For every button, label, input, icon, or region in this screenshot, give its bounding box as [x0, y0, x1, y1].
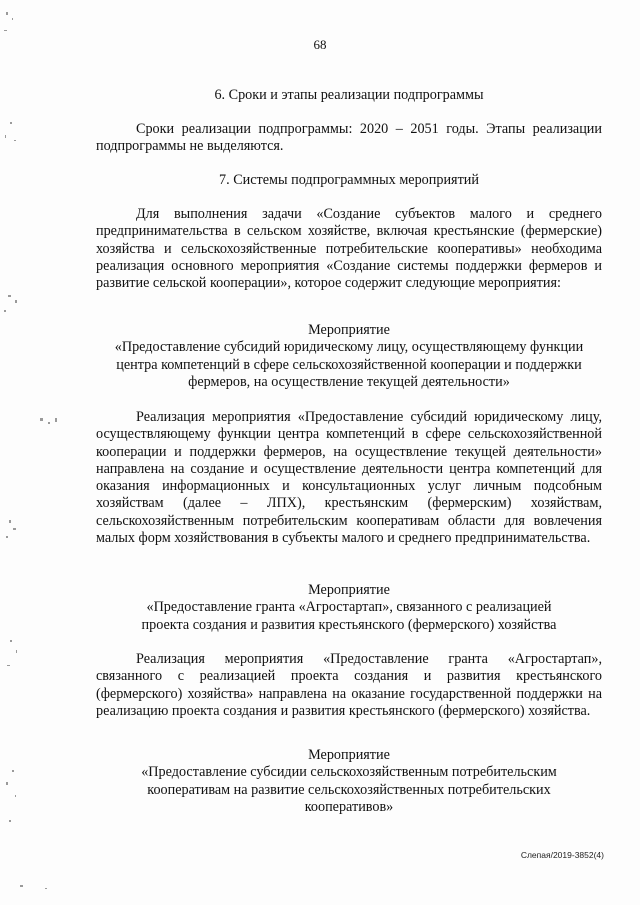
measure-1-title: «Предоставление субсидий юридическому лицу, осуществляющему функции центра компетенций в сфере сельскохозяйственной кооперации и поддержки фермеров, на осуществление текущей деятельности» [114, 339, 584, 390]
document-code: Слепая/2019-3852(4) [520, 850, 604, 860]
measure-3-header [96, 747, 602, 816]
measure-2-title: «Предоставление гранта «Агростартап», связанного с реализацией проекта создания и развития крестьянского (фермерского) хозяйства [141, 599, 557, 633]
section-7-heading: 7. Системы подпрограммных мероприятий [219, 172, 479, 188]
section-6-heading: 6. Сроки и этапы реализации подпрограммы [214, 87, 484, 103]
measure-1-header [96, 322, 602, 391]
page-number: 68 [313, 37, 327, 52]
measure-1-text: Реализация мероприятия «Предоставление субсидий юридическому лицу, осуществляющему функции центра компетенций в сфере сельскохозяйственной кооперации и поддержки фермеров, на осуществление текущей деятельности» направлена на создание и осуществление деятельности центра компетенций для оказания информационных и консультационных услуг личным подсобным хозяйствам (далее – ЛПХ), крестьянским (фермерским) хозяйствам, сельскохозяйственным потребительским кооперативам области для вовлечения малых форм хозяйствования в субъекты малого и среднего предпринимательства. [96, 409, 602, 547]
measure-3-label: Мероприятие [308, 747, 390, 763]
measure-2-text: Реализация мероприятия «Предоставление гранта «Агростартап», связанного с реализацией проекта создания и развития крестьянского (фермерского) хозяйства» направлена на оказание государственной поддержки на реализацию проекта создания и развития крестьянского (фермерского) хозяйства. [96, 651, 602, 719]
measure-2-header [96, 582, 602, 634]
measure-3-title: «Предоставление субсидии сельскохозяйственным потребительским кооперативам на развитие сельскохозяйственных потребительских кооперативов» [141, 764, 557, 815]
scan-noise [0, 0, 70, 905]
section-7-intro: Для выполнения задачи «Создание субъектов малого и среднего предпринимательства в сельском хозяйстве, включая крестьянские (фермерские) хозяйства и сельскохозяйственные потребительские кооперативы» необходима реализация основного мероприятия «Создание системы поддержки фермеров и развитие сельской кооперации», которое содержит следующие мероприятия: [96, 206, 602, 292]
section-6-text: Сроки реализации подпрограммы: 2020 – 2051 годы. Этапы реализации подпрограммы не выделяются. [96, 121, 602, 155]
measure-1-label: Мероприятие [308, 322, 390, 338]
measure-2-label: Мероприятие [308, 582, 390, 598]
